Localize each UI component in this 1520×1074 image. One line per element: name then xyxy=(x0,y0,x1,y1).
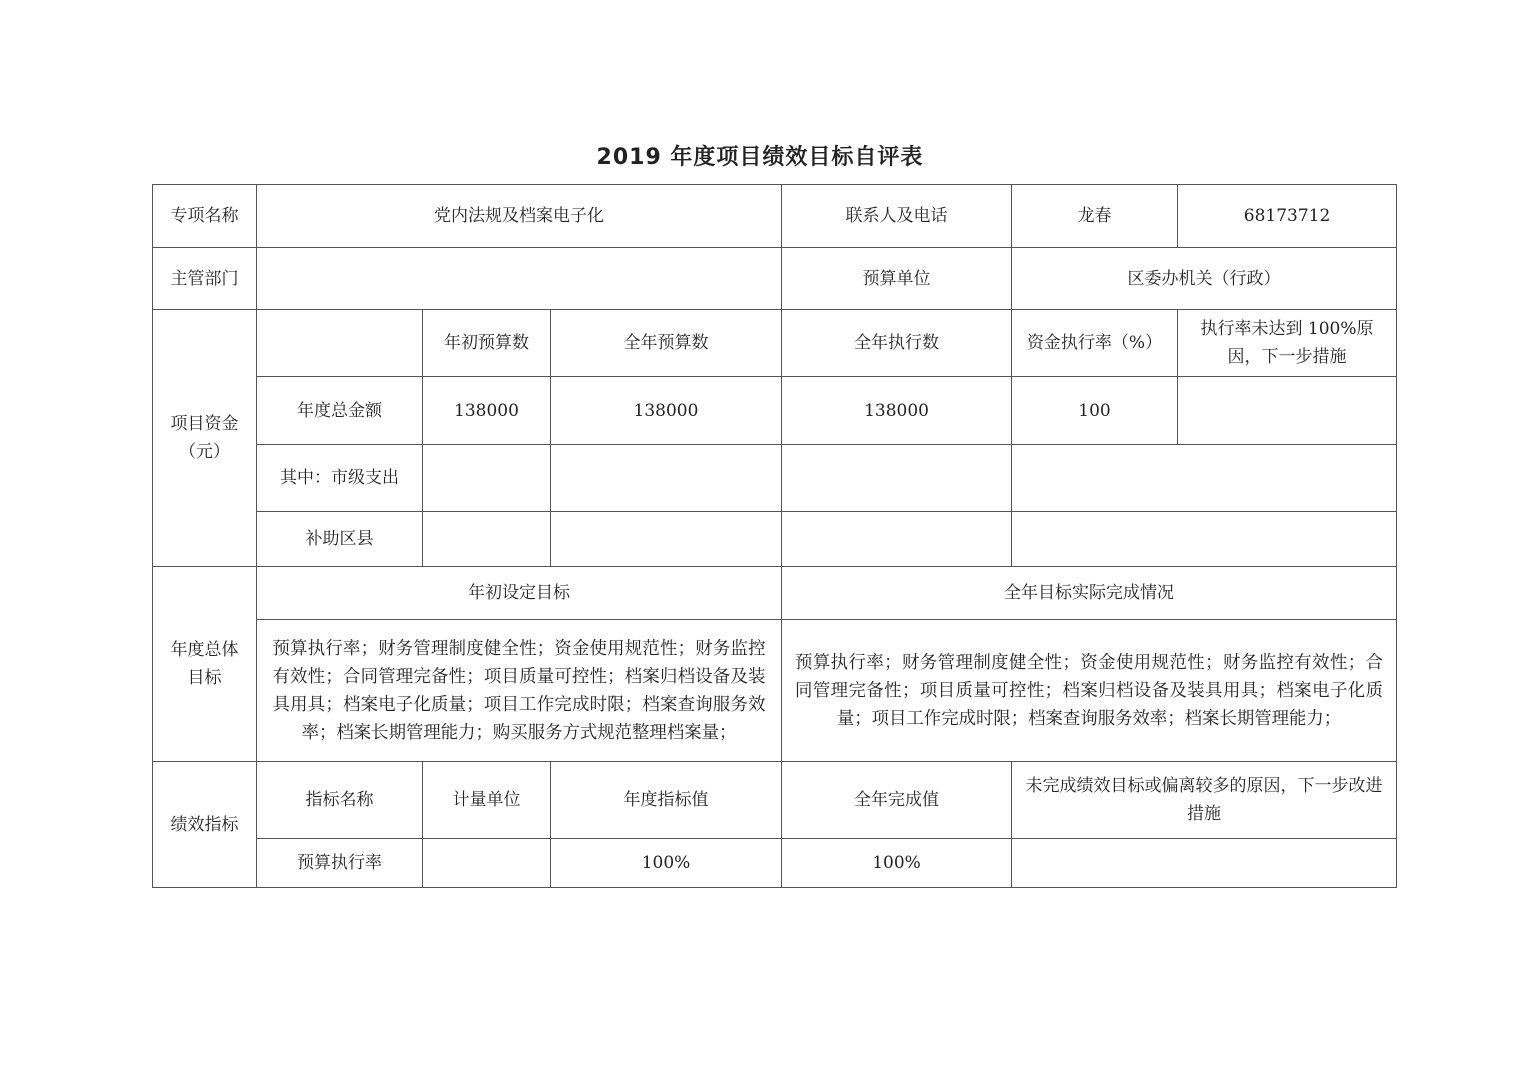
indicator-target-value: 100% xyxy=(551,839,782,888)
project-name-value: 党内法规及档案电子化 xyxy=(257,185,782,248)
header-indicator-unit: 计量单位 xyxy=(423,762,551,839)
label-annual-goals xyxy=(153,567,257,762)
page-title: 2019 年度项目绩效目标自评表 xyxy=(596,145,924,170)
label-subsidy: 补助区县 xyxy=(257,512,423,567)
row-funds-total xyxy=(153,377,1397,445)
row-city-spending xyxy=(153,445,1397,512)
label-budget-unit: 预算单位 xyxy=(782,248,1012,310)
indicator-reason-value xyxy=(1012,839,1397,888)
subsidy-rate-value xyxy=(1012,512,1397,567)
label-indicators: 绩效指标 xyxy=(153,762,257,888)
total-initial-value: 138000 xyxy=(423,377,551,445)
label-department: 主管部门 xyxy=(153,248,257,310)
table-row xyxy=(153,839,1397,888)
label-project-name: 专项名称 xyxy=(153,185,257,248)
header-indicator-name: 指标名称 xyxy=(257,762,423,839)
department-value xyxy=(257,248,782,310)
subsidy-initial-value xyxy=(423,512,551,567)
phone-value: 68173712 xyxy=(1178,185,1397,248)
contact-person-value: 龙春 xyxy=(1012,185,1178,248)
label-city-spending: 其中：市级支出 xyxy=(257,445,423,512)
header-indicator-completed: 全年完成值 xyxy=(782,762,1012,839)
set-goals-text xyxy=(257,620,782,762)
subsidy-executed-value xyxy=(782,512,1012,567)
city-annual-value xyxy=(551,445,782,512)
header-rate-reason-text: 执行率未达到 100%原因，下一步措施 xyxy=(1200,319,1374,367)
indicator-name-value: 预算执行率 xyxy=(257,839,423,888)
row-project-name xyxy=(153,185,1397,248)
header-indicator-reason-text: 未完成绩效目标或偏离较多的原因，下一步改进措施 xyxy=(1025,776,1383,824)
city-initial-value xyxy=(423,445,551,512)
header-rate-reason xyxy=(1178,310,1397,377)
indicator-unit-value xyxy=(423,839,551,888)
label-annual-goals-text: 年度总体目标 xyxy=(170,640,239,688)
total-reason-value xyxy=(1178,377,1397,445)
header-initial-budget: 年初预算数 xyxy=(423,310,551,377)
label-contact: 联系人及电话 xyxy=(782,185,1012,248)
header-indicator-target: 年度指标值 xyxy=(551,762,782,839)
funds-header-blank xyxy=(257,310,423,377)
label-project-funds xyxy=(153,310,257,567)
row-goals-text xyxy=(153,620,1397,762)
actual-goals-text xyxy=(782,620,1397,762)
subsidy-annual-value xyxy=(551,512,782,567)
header-indicator-reason xyxy=(1012,762,1397,839)
evaluation-table xyxy=(152,184,1397,888)
header-actual-goals: 全年目标实际完成情况 xyxy=(782,567,1397,620)
header-execution-rate: 资金执行率（%） xyxy=(1012,310,1178,377)
row-subsidy xyxy=(153,512,1397,567)
total-annual-value: 138000 xyxy=(551,377,782,445)
total-rate-value: 100 xyxy=(1012,377,1178,445)
row-funds-header xyxy=(153,310,1397,377)
city-rate-value xyxy=(1012,445,1397,512)
budget-unit-value: 区委办机关（行政） xyxy=(1012,248,1397,310)
row-department xyxy=(153,248,1397,310)
header-annual-executed: 全年执行数 xyxy=(782,310,1012,377)
label-total-amount: 年度总金额 xyxy=(257,377,423,445)
header-set-goals: 年初设定目标 xyxy=(257,567,782,620)
total-executed-value: 138000 xyxy=(782,377,1012,445)
header-annual-budget: 全年预算数 xyxy=(551,310,782,377)
label-project-funds-text: 项目资金（元） xyxy=(170,414,239,462)
actual-goals-paragraph: 预算执行率；财务管理制度健全性；资金使用规范性；财务监控有效性；合同管理完备性；项目质量可控性；档案归档设备及装具用具；档案电子化质量；项目工作完成时限；档案查询服务效率；档案长期管理能力； xyxy=(795,652,1384,729)
city-executed-value xyxy=(782,445,1012,512)
row-indicators-header xyxy=(153,762,1397,839)
indicator-completed-value: 100% xyxy=(782,839,1012,888)
row-goals-header xyxy=(153,567,1397,620)
set-goals-paragraph: 预算执行率；财务管理制度健全性；资金使用规范性；财务监控有效性；合同管理完备性；项目质量可控性；档案归档设备及装具用具；档案电子化质量；项目工作完成时限；档案查询服务效率；档案长期管理能力；购买服务方式规范整理档案量； xyxy=(272,638,766,743)
